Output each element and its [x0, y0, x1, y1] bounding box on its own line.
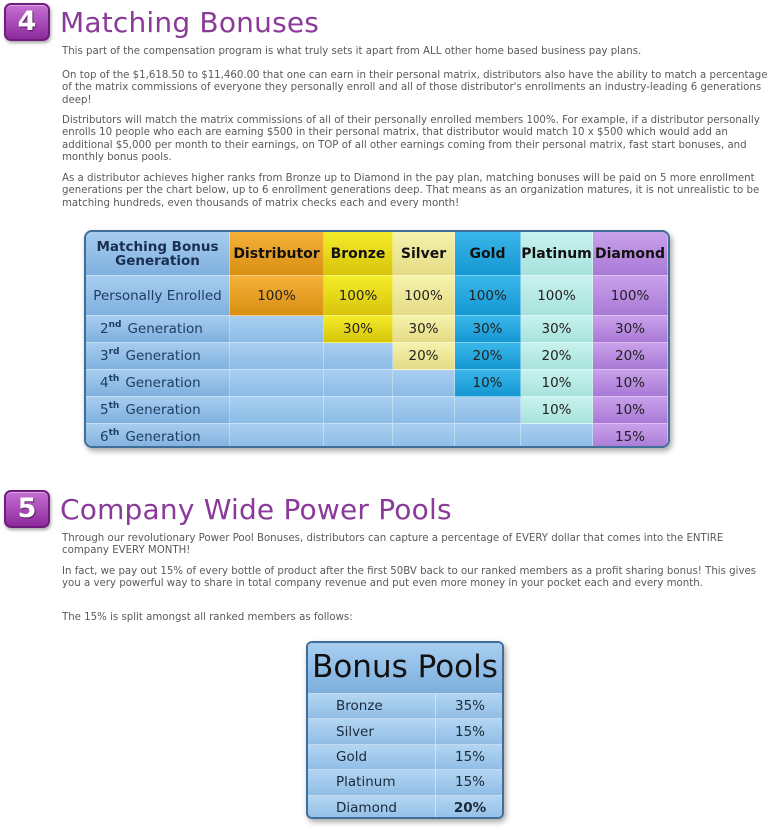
table-cell: 10%: [521, 397, 593, 424]
ordinal-suffix: nd: [108, 320, 122, 330]
rank-header-bronze: Bronze: [324, 232, 393, 276]
rank-header-diamond: Diamond: [593, 232, 668, 276]
row-label: [86, 343, 230, 370]
pool-percent: 35%: [436, 693, 504, 718]
table-cell: 10%: [593, 397, 668, 424]
table-cell: 100%: [393, 276, 455, 316]
table-cell: [393, 370, 455, 397]
row-label: Personally Enrolled: [86, 276, 230, 316]
section-4-header: [4, 3, 319, 41]
table-cell: [230, 370, 324, 397]
row-label: [86, 397, 230, 424]
table-cell: 10%: [455, 370, 521, 397]
ordinal: 3: [100, 348, 109, 364]
section-title: Matching Bonuses: [60, 5, 320, 39]
pool-percent: 15%: [436, 718, 504, 743]
section-5-header: [4, 490, 452, 528]
table-cell: [230, 397, 324, 424]
generation-label: Generation: [127, 321, 203, 337]
table-cell: 15%: [593, 424, 668, 448]
paragraph: On top of the $1,618.50 to $11,460.00 that one can earn in their personal matrix, distributors also have the ability to match a percentage of the matrix commissions of everyone they personally enroll and all of those distributor's enrollments an industry-leading 6 generations deep!: [62, 70, 768, 106]
section-title: Company Wide Power Pools: [60, 492, 452, 526]
pool-rank: Bronze: [308, 693, 436, 718]
table-cell: 100%: [521, 276, 593, 316]
paragraph: The 15% is split amongst all ranked members as follows:: [62, 612, 353, 623]
ordinal-suffix: th: [108, 374, 120, 384]
table-corner-header: Matching Bonus Generation: [86, 232, 230, 276]
table-cell: 30%: [521, 316, 593, 343]
table-cell: 30%: [324, 316, 393, 343]
table-cell: [324, 370, 393, 397]
row-label: [86, 316, 230, 343]
ordinal-suffix: th: [108, 427, 120, 438]
ordinal: 4: [100, 375, 109, 391]
paragraph: This part of the compensation program is what truly sets it apart from ALL other home based business pay plans.: [62, 46, 642, 57]
generation-label: Generation: [125, 375, 201, 391]
table-cell: 20%: [455, 343, 521, 370]
ordinal-suffix: th: [108, 401, 120, 411]
table-row: [308, 718, 502, 743]
table-cell: [455, 424, 521, 448]
pool-rank: Silver: [308, 718, 436, 743]
rank-header-silver: Silver: [393, 232, 455, 276]
ordinal: 2: [100, 321, 109, 337]
rank-header-distributor: Distributor: [230, 232, 324, 276]
generation-label: Generation: [125, 348, 201, 364]
row-label: [86, 370, 230, 397]
pool-percent: 15%: [436, 769, 504, 794]
table-cell: [393, 424, 455, 448]
table-cell: 20%: [593, 343, 668, 370]
table-cell: 100%: [324, 276, 393, 316]
table-cell: 100%: [593, 276, 668, 316]
ordinal: 5: [100, 402, 109, 418]
paragraph: As a distributor achieves higher ranks from Bronze up to Diamond in the pay plan, matching bonuses will be paid on 5 more enrollment generations per the chart below, up to 6 enrollment generations deep. That means as an organization matures, it is not unrealistic to be matching hundreds, even thousands of matrix checks each and every month!: [62, 173, 760, 209]
section-number-badge: 5: [4, 490, 50, 528]
table-cell: [455, 397, 521, 424]
bonus-pools-title: Bonus Pools: [308, 643, 502, 693]
table-cell: 20%: [393, 343, 455, 370]
pool-rank: Diamond: [308, 795, 436, 819]
table-cell: 10%: [593, 370, 668, 397]
table-cell: [230, 316, 324, 343]
table-cell: 100%: [455, 276, 521, 316]
table-cell: [230, 424, 324, 448]
table-cell: 30%: [593, 316, 668, 343]
rank-header-gold: Gold: [455, 232, 521, 276]
paragraph: In fact, we pay out 15% of every bottle of product after the first 50BV back to our ranked members as a profit sharing bonus! This gives you a very powerful way to share in total company revenue and put even more money in your pocket each and every month.: [62, 566, 757, 590]
table-cell: 30%: [455, 316, 521, 343]
table-cell: [521, 424, 593, 448]
pool-percent: 15%: [436, 744, 504, 769]
table-cell: 100%: [230, 276, 324, 316]
paragraph: Distributors will match the matrix commissions of all of their personally enrolled members 100%. For example, if a distributor personally enrolls 10 people who each are earning $500 in their personal matrix, that distributor would match 10 x $500 which would add an additional $5,000 per month to their earnings, on TOP of all other earnings coming from their personal matrix, fast start bonuses, and monthly bonus pools.: [62, 115, 760, 163]
bonus-pools-table: [306, 641, 504, 819]
paragraph: Through our revolutionary Power Pool Bonuses, distributors can capture a percentage of EVERY dollar that comes into the ENTIRE company EVERY MONTH!: [62, 533, 724, 557]
table-cell: [230, 343, 324, 370]
table-cell: [324, 397, 393, 424]
table-row: [308, 693, 502, 718]
table-row: [308, 795, 502, 819]
pool-percent: 20%: [436, 795, 504, 819]
matching-bonus-table: [84, 230, 670, 448]
table-cell: 30%: [393, 316, 455, 343]
section-number-badge: 4: [4, 3, 50, 41]
table-cell: [324, 424, 393, 448]
table-cell: [393, 397, 455, 424]
generation-label: Generation: [125, 402, 201, 418]
row-label: [86, 424, 230, 448]
ordinal: 6: [100, 428, 109, 445]
table-cell: 20%: [521, 343, 593, 370]
rank-header-platinum: Platinum: [521, 232, 593, 276]
table-row: [308, 769, 502, 794]
table-row: [308, 744, 502, 769]
pool-rank: Gold: [308, 744, 436, 769]
table-cell: [324, 343, 393, 370]
ordinal-suffix: rd: [108, 347, 120, 357]
pool-rank: Platinum: [308, 769, 436, 794]
generation-label: Generation: [125, 428, 201, 445]
table-cell: 10%: [521, 370, 593, 397]
